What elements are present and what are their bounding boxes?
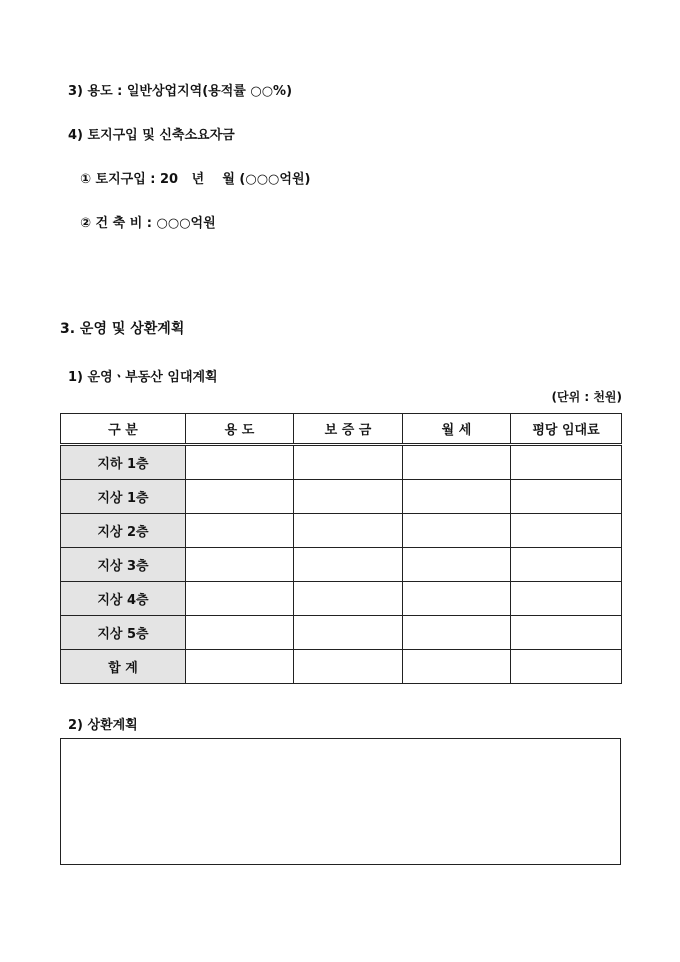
- table-cell[interactable]: [511, 616, 622, 650]
- subsection-rental-plan: 1) 운영ㆍ부동산 임대계획: [68, 370, 218, 385]
- table-cell[interactable]: [403, 514, 511, 548]
- table-header-row: [61, 414, 622, 445]
- table-cell[interactable]: [294, 548, 403, 582]
- row-label: 지상 1층: [61, 480, 186, 514]
- table-cell[interactable]: [186, 480, 294, 514]
- unit-note: (단위 : 천원): [551, 390, 622, 404]
- rental-plan-table: [60, 413, 622, 684]
- row-label-total: 합 계: [61, 650, 186, 684]
- row-label: 지상 5층: [61, 616, 186, 650]
- table-cell[interactable]: [186, 548, 294, 582]
- item-usage: 3) 용도 : 일반상업지역(용적률 ○○%): [68, 84, 293, 99]
- table-cell[interactable]: [294, 514, 403, 548]
- section-title-operation-repayment: 3. 운영 및 상환계획: [60, 321, 185, 337]
- table-row: [61, 514, 622, 548]
- table-cell[interactable]: [511, 514, 622, 548]
- table-cell[interactable]: [294, 582, 403, 616]
- table-cell[interactable]: [403, 548, 511, 582]
- table-cell[interactable]: [294, 616, 403, 650]
- table-cell[interactable]: [186, 582, 294, 616]
- item-land-purchase: ① 토지구입 : 20 년 월 (○○○억원): [80, 172, 311, 187]
- table-row: [61, 480, 622, 514]
- table-row: [61, 582, 622, 616]
- table-cell[interactable]: [403, 480, 511, 514]
- table-cell[interactable]: [511, 445, 622, 480]
- table-cell[interactable]: [403, 650, 511, 684]
- row-label: 지하 1층: [61, 445, 186, 480]
- row-label: 지상 2층: [61, 514, 186, 548]
- table-cell[interactable]: [186, 445, 294, 480]
- table-cell[interactable]: [294, 445, 403, 480]
- table-cell[interactable]: [511, 480, 622, 514]
- table-cell[interactable]: [511, 548, 622, 582]
- repayment-plan-box[interactable]: [60, 738, 621, 865]
- table-cell[interactable]: [186, 616, 294, 650]
- table-cell[interactable]: [511, 650, 622, 684]
- table-cell[interactable]: [403, 582, 511, 616]
- subsection-repayment-plan: 2) 상환계획: [68, 718, 138, 733]
- table-cell[interactable]: [403, 616, 511, 650]
- table-cell[interactable]: [294, 650, 403, 684]
- row-label: 지상 3층: [61, 548, 186, 582]
- table-cell[interactable]: [186, 514, 294, 548]
- table-cell[interactable]: [403, 445, 511, 480]
- table-row-total: [61, 650, 622, 684]
- header-rent-per-pyeong: 평당 임대료: [511, 414, 622, 445]
- table-cell[interactable]: [511, 582, 622, 616]
- header-deposit: 보 증 금: [294, 414, 403, 445]
- item-construction-cost: ② 건 축 비 : ○○○억원: [80, 216, 216, 231]
- header-usage: 용 도: [186, 414, 294, 445]
- table-cell[interactable]: [294, 480, 403, 514]
- table-cell[interactable]: [186, 650, 294, 684]
- header-monthly-rent: 월 세: [403, 414, 511, 445]
- item-land-construction-funds: 4) 토지구입 및 신축소요자금: [68, 128, 235, 143]
- table-row: [61, 616, 622, 650]
- table-row: [61, 445, 622, 480]
- row-label: 지상 4층: [61, 582, 186, 616]
- header-category: 구 분: [61, 414, 186, 445]
- table-row: [61, 548, 622, 582]
